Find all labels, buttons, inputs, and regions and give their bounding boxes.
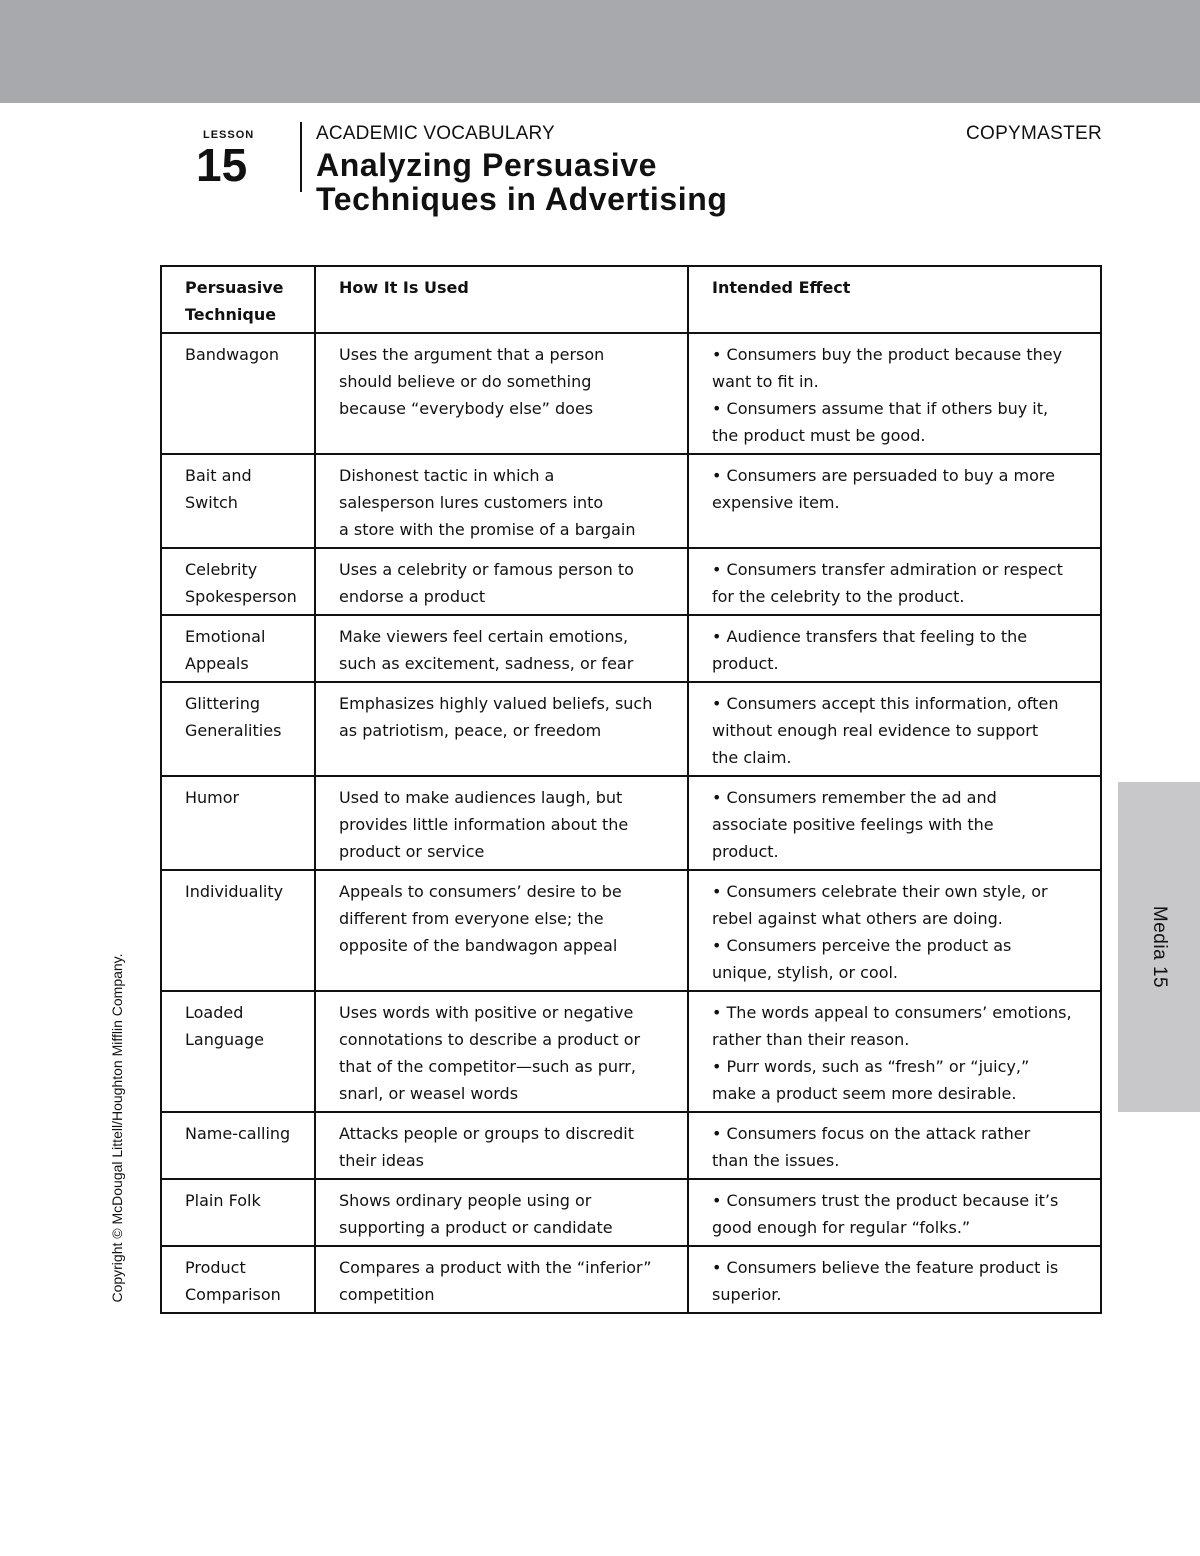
top-band [0, 0, 1200, 103]
effect-line: • Audience transfers that feeling to the [712, 627, 1028, 646]
technique-line: Emotional [185, 627, 266, 646]
cell-technique [161, 333, 315, 454]
technique-line: Product [185, 1258, 246, 1277]
how-line: Shows ordinary people using or [339, 1191, 592, 1210]
how-line: Attacks people or groups to discredit [339, 1124, 634, 1143]
how-line: opposite of the bandwagon appeal [339, 936, 618, 955]
how-line: Uses the argument that a person [339, 345, 605, 364]
cell-effect [688, 1179, 1101, 1246]
page-title-line-1: Analyzing Persuasive [316, 147, 658, 183]
technique-line: Individuality [185, 882, 284, 901]
how-line: supporting a product or candidate [339, 1218, 613, 1237]
lesson-label: LESSON [203, 129, 255, 141]
effect-line: make a product seem more desirable. [712, 1084, 1017, 1103]
cell-technique [161, 1179, 315, 1246]
cell-how [315, 682, 688, 776]
cell-effect [688, 333, 1101, 454]
page-title-line-2: Techniques in Advertising [316, 181, 728, 217]
how-line: a store with the promise of a bargain [339, 520, 636, 539]
effect-line: • Consumers buy the product because they [712, 345, 1063, 364]
table-row [161, 991, 1101, 1112]
cell-effect [688, 454, 1101, 548]
cell-effect [688, 1112, 1101, 1179]
technique-line: Language [185, 1030, 264, 1049]
effect-line: expensive item. [712, 493, 840, 512]
cell-technique [161, 870, 315, 991]
technique-line: Bait and [185, 466, 252, 485]
cell-how [315, 776, 688, 870]
how-line: snarl, or weasel words [339, 1084, 519, 1103]
cell-how [315, 615, 688, 682]
how-line: competition [339, 1285, 435, 1304]
how-line: Used to make audiences laugh, but [339, 788, 623, 807]
effect-line: rebel against what others are doing. [712, 909, 1003, 928]
lesson-number: 15 [196, 139, 248, 191]
cell-technique [161, 682, 315, 776]
effect-line: • Consumers transfer admiration or respect [712, 560, 1063, 579]
how-line: should believe or do something [339, 372, 592, 391]
table-row [161, 1112, 1101, 1179]
effect-line: good enough for regular “folks.” [712, 1218, 971, 1237]
cell-effect [688, 1246, 1101, 1313]
cell-effect [688, 682, 1101, 776]
cell-effect [688, 548, 1101, 615]
effect-line: than the issues. [712, 1151, 840, 1170]
effect-line: want to fit in. [712, 372, 819, 391]
table-row [161, 1246, 1101, 1313]
how-line: different from everyone else; the [339, 909, 604, 928]
cell-technique [161, 991, 315, 1112]
how-line: Emphasizes highly valued beliefs, such [339, 694, 653, 713]
table-row [161, 870, 1101, 991]
technique-line: Bandwagon [185, 345, 280, 364]
how-line: Appeals to consumers’ desire to be [339, 882, 622, 901]
technique-line: Loaded [185, 1003, 244, 1022]
technique-line: Appeals [185, 654, 249, 673]
effect-line: • Consumers remember the ad and [712, 788, 997, 807]
table-row [161, 333, 1101, 454]
effect-line: • Consumers assume that if others buy it, [712, 399, 1049, 418]
technique-line: Name-calling [185, 1124, 291, 1143]
cell-technique [161, 1246, 315, 1313]
technique-line: Glittering [185, 694, 260, 713]
cell-technique [161, 776, 315, 870]
how-line: as patriotism, peace, or freedom [339, 721, 602, 740]
technique-line: Spokesperson [185, 587, 297, 606]
technique-line: Plain Folk [185, 1191, 261, 1210]
table-row [161, 682, 1101, 776]
column-header-technique-line-2: Technique [185, 305, 277, 324]
table-header-row [161, 266, 1101, 333]
effect-line: the product must be good. [712, 426, 926, 445]
cell-effect [688, 870, 1101, 991]
how-line: endorse a product [339, 587, 486, 606]
copyright-notice: Copyright © McDougal Littell/Houghton Mifflin Company. [109, 953, 125, 1303]
cell-technique [161, 454, 315, 548]
technique-line: Celebrity [185, 560, 258, 579]
cell-how [315, 1246, 688, 1313]
effect-line: superior. [712, 1285, 782, 1304]
copymaster-label: COPYMASTER [965, 123, 1102, 144]
technique-line: Switch [185, 493, 238, 512]
cell-effect [688, 615, 1101, 682]
cell-how [315, 870, 688, 991]
effect-line: product. [712, 654, 779, 673]
how-line: that of the competitor—such as purr, [339, 1057, 636, 1076]
effect-line: • Consumers accept this information, often [712, 694, 1059, 713]
cell-how [315, 454, 688, 548]
effect-line: • Consumers perceive the product as [712, 936, 1012, 955]
how-line: Make viewers feel certain emotions, [339, 627, 629, 646]
cell-how [315, 991, 688, 1112]
how-line: such as excitement, sadness, or fear [339, 654, 634, 673]
effect-line: • Purr words, such as “fresh” or “juicy,” [712, 1057, 1030, 1076]
how-line: Uses words with positive or negative [339, 1003, 634, 1022]
cell-how [315, 548, 688, 615]
technique-line: Comparison [185, 1285, 281, 1304]
effect-line: • The words appeal to consumers’ emotions, [712, 1003, 1072, 1022]
table-row [161, 548, 1101, 615]
effect-line: • Consumers celebrate their own style, or [712, 882, 1048, 901]
how-line: connotations to describe a product or [339, 1030, 641, 1049]
effect-line: rather than their reason. [712, 1030, 910, 1049]
table-body [161, 333, 1101, 1313]
effect-line: • Consumers are persuaded to buy a more [712, 466, 1055, 485]
how-line: Dishonest tactic in which a [339, 466, 555, 485]
column-header-technique [161, 266, 315, 333]
effect-line: • Consumers focus on the attack rather [712, 1124, 1031, 1143]
header-divider [300, 122, 302, 192]
effect-line: • Consumers believe the feature product is [712, 1258, 1059, 1277]
effect-line: unique, stylish, or cool. [712, 963, 899, 982]
how-line: salesperson lures customers into [339, 493, 604, 512]
table-row [161, 615, 1101, 682]
cell-how [315, 1179, 688, 1246]
column-header-technique-line-1: Persuasive [185, 278, 284, 297]
technique-line: Generalities [185, 721, 282, 740]
column-header-how: How It Is Used [315, 266, 688, 333]
page-title [316, 148, 956, 216]
techniques-table [160, 265, 1102, 1314]
technique-line: Humor [185, 788, 240, 807]
how-line: Uses a celebrity or famous person to [339, 560, 634, 579]
cell-technique [161, 615, 315, 682]
effect-line: • Consumers trust the product because it’s [712, 1191, 1059, 1210]
effect-line: the claim. [712, 748, 792, 767]
cell-effect [688, 991, 1101, 1112]
effect-line: product. [712, 842, 779, 861]
table-row [161, 1179, 1101, 1246]
how-line: provides little information about the [339, 815, 629, 834]
column-header-effect: Intended Effect [688, 266, 1101, 333]
how-line: product or service [339, 842, 485, 861]
how-line: because “everybody else” does [339, 399, 594, 418]
effect-line: for the celebrity to the product. [712, 587, 965, 606]
how-line: Compares a product with the “inferior” [339, 1258, 652, 1277]
cell-technique [161, 548, 315, 615]
cell-how [315, 1112, 688, 1179]
cell-technique [161, 1112, 315, 1179]
how-line: their ideas [339, 1151, 424, 1170]
effect-line: without enough real evidence to support [712, 721, 1039, 740]
cell-how [315, 333, 688, 454]
effect-line: associate positive feelings with the [712, 815, 994, 834]
side-tab-label: Media 15 [1149, 905, 1170, 989]
table-row [161, 454, 1101, 548]
table-row [161, 776, 1101, 870]
section-label: ACADEMIC VOCABULARY [316, 123, 555, 144]
cell-effect [688, 776, 1101, 870]
